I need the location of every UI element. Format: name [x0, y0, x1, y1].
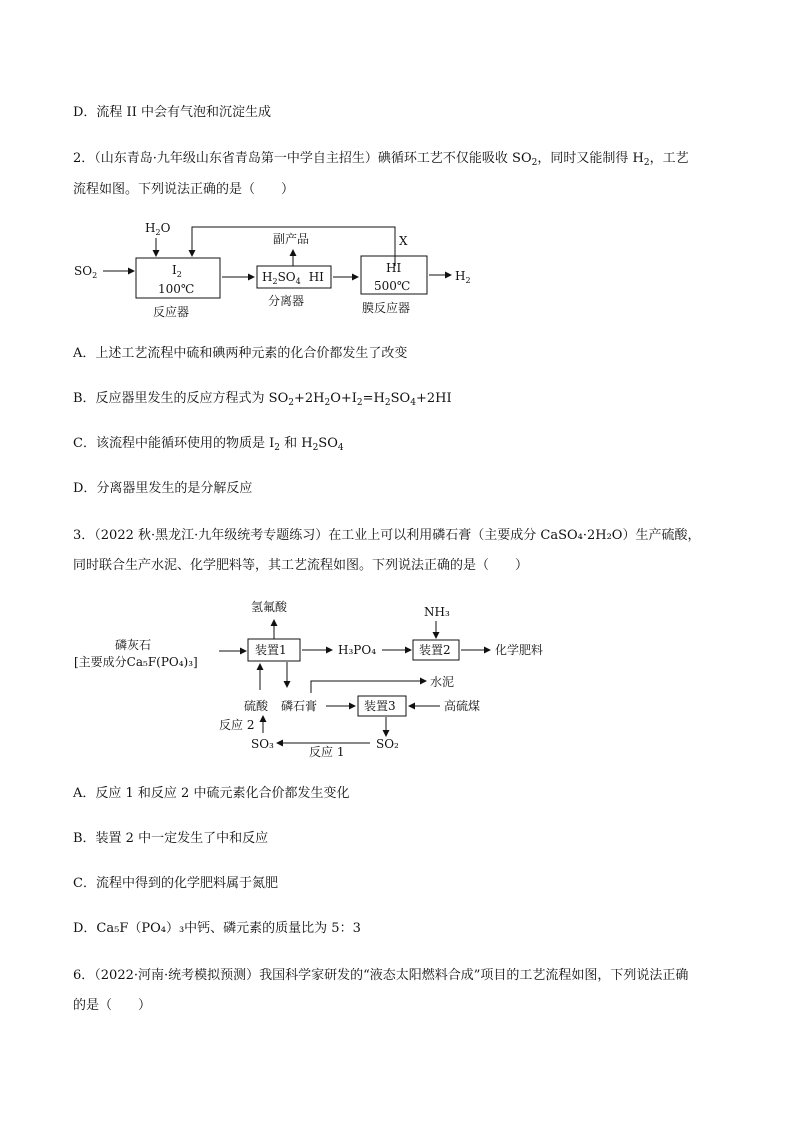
sulfuric-label: 硫酸: [244, 699, 269, 713]
separator-content: $H_2SO_4$ HI: [262, 270, 324, 286]
q3-option-a: A．反应 1 和反应 2 中硫元素化合价都发生变化: [73, 786, 350, 801]
q3-option-d: D．Ca₅F（PO₄）₃中钙、磷元素的质量比为 5：3: [73, 921, 361, 936]
q2-stem-line2: 流程如图。下列说法正确的是（ ）: [73, 182, 295, 197]
q2-option-d: D．分离器里发生的是分解反应: [73, 481, 253, 496]
q3-flow-diagram: [0, 590, 794, 765]
reactor-temp: 100℃: [158, 282, 195, 296]
device2-label: 装置2: [419, 643, 451, 657]
nh3-label: NH₃: [424, 605, 450, 619]
q6-stem-line1: 6．（2022·河南·统考模拟预测）我国科学家研发的“液态太阳燃料合成”项目的工艺流程如图，下列说法正确: [73, 968, 689, 983]
ore-formula: [主要成分Ca₅F(PO₄)₃]: [74, 655, 198, 669]
membrane-hi: HI: [386, 261, 402, 275]
q2-stem-line1: 2．（山东青岛·九年级山东省青岛第一中学自主招生）碘循环工艺不仅能吸收 $SO_2$，同时又能制得 $H_2$，工艺: [73, 151, 689, 168]
so3-label: SO₃: [251, 737, 274, 751]
cement-label: 水泥: [430, 675, 455, 689]
membrane-temp: 500℃: [374, 279, 411, 293]
reactor-i2: $I_2$: [172, 263, 182, 279]
h3po4-label: H₃PO₄: [338, 643, 376, 657]
device3-label: 装置3: [364, 699, 396, 713]
membrane-label: 膜反应器: [362, 301, 411, 315]
so2-label: SO₂: [376, 737, 399, 751]
hf-label: 氢氟酸: [251, 600, 288, 614]
q6-stem-line2: 的是（ ）: [73, 998, 152, 1013]
reaction2-label: 反应 2: [219, 718, 255, 732]
gypsum-label: 磷石膏: [281, 699, 318, 713]
q3-stem-line2: 同时联合生产水泥、化学肥料等，其工艺流程如图。下列说法正确的是（ ）: [73, 558, 529, 573]
q2-option-a: A．上述工艺流程中硫和碘两种元素的化合价都发生了改变: [73, 346, 408, 361]
so2-label: $SO_2$: [74, 264, 98, 280]
reactor-label: 反应器: [153, 305, 190, 319]
ore-label: 磷灰石: [115, 638, 152, 652]
coal-label: 高硫煤: [444, 699, 481, 713]
q3-option-b: B．装置 2 中一定发生了中和反应: [73, 831, 269, 846]
q3-stem-line1: 3．（2022 秋·黑龙江·九年级统考专题练习）在工业上可以利用磷石膏（主要成分 CaSO₄·2H₂O）生产硫酸，: [73, 528, 701, 543]
device1-label: 装置1: [255, 643, 287, 657]
q2-option-c: C．该流程中能循环使用的物质是 $I_2$ 和 $H_2SO_4$: [73, 436, 344, 453]
q1-option-d: D．流程 II 中会有气泡和沉淀生成: [73, 105, 271, 120]
separator-label: 分离器: [268, 294, 305, 308]
x-label: X: [399, 234, 408, 248]
q2-option-b: B．反应器里发生的反应方程式为 $SO_2+2H_2O+I_2=H_2SO_4+2HI$: [73, 391, 452, 408]
q3-option-c: C．流程中得到的化学肥料属于氮肥: [73, 876, 278, 891]
byproduct-label: 副产品: [273, 232, 310, 246]
h2o-label: $H_2O$: [145, 221, 171, 237]
cement-arrow: [311, 681, 426, 693]
h2-label: $H_2$: [455, 269, 471, 285]
q2-flow-diagram: [0, 210, 794, 330]
fertilizer-label: 化学肥料: [495, 643, 544, 657]
reaction1-label: 反应 1: [309, 745, 345, 759]
